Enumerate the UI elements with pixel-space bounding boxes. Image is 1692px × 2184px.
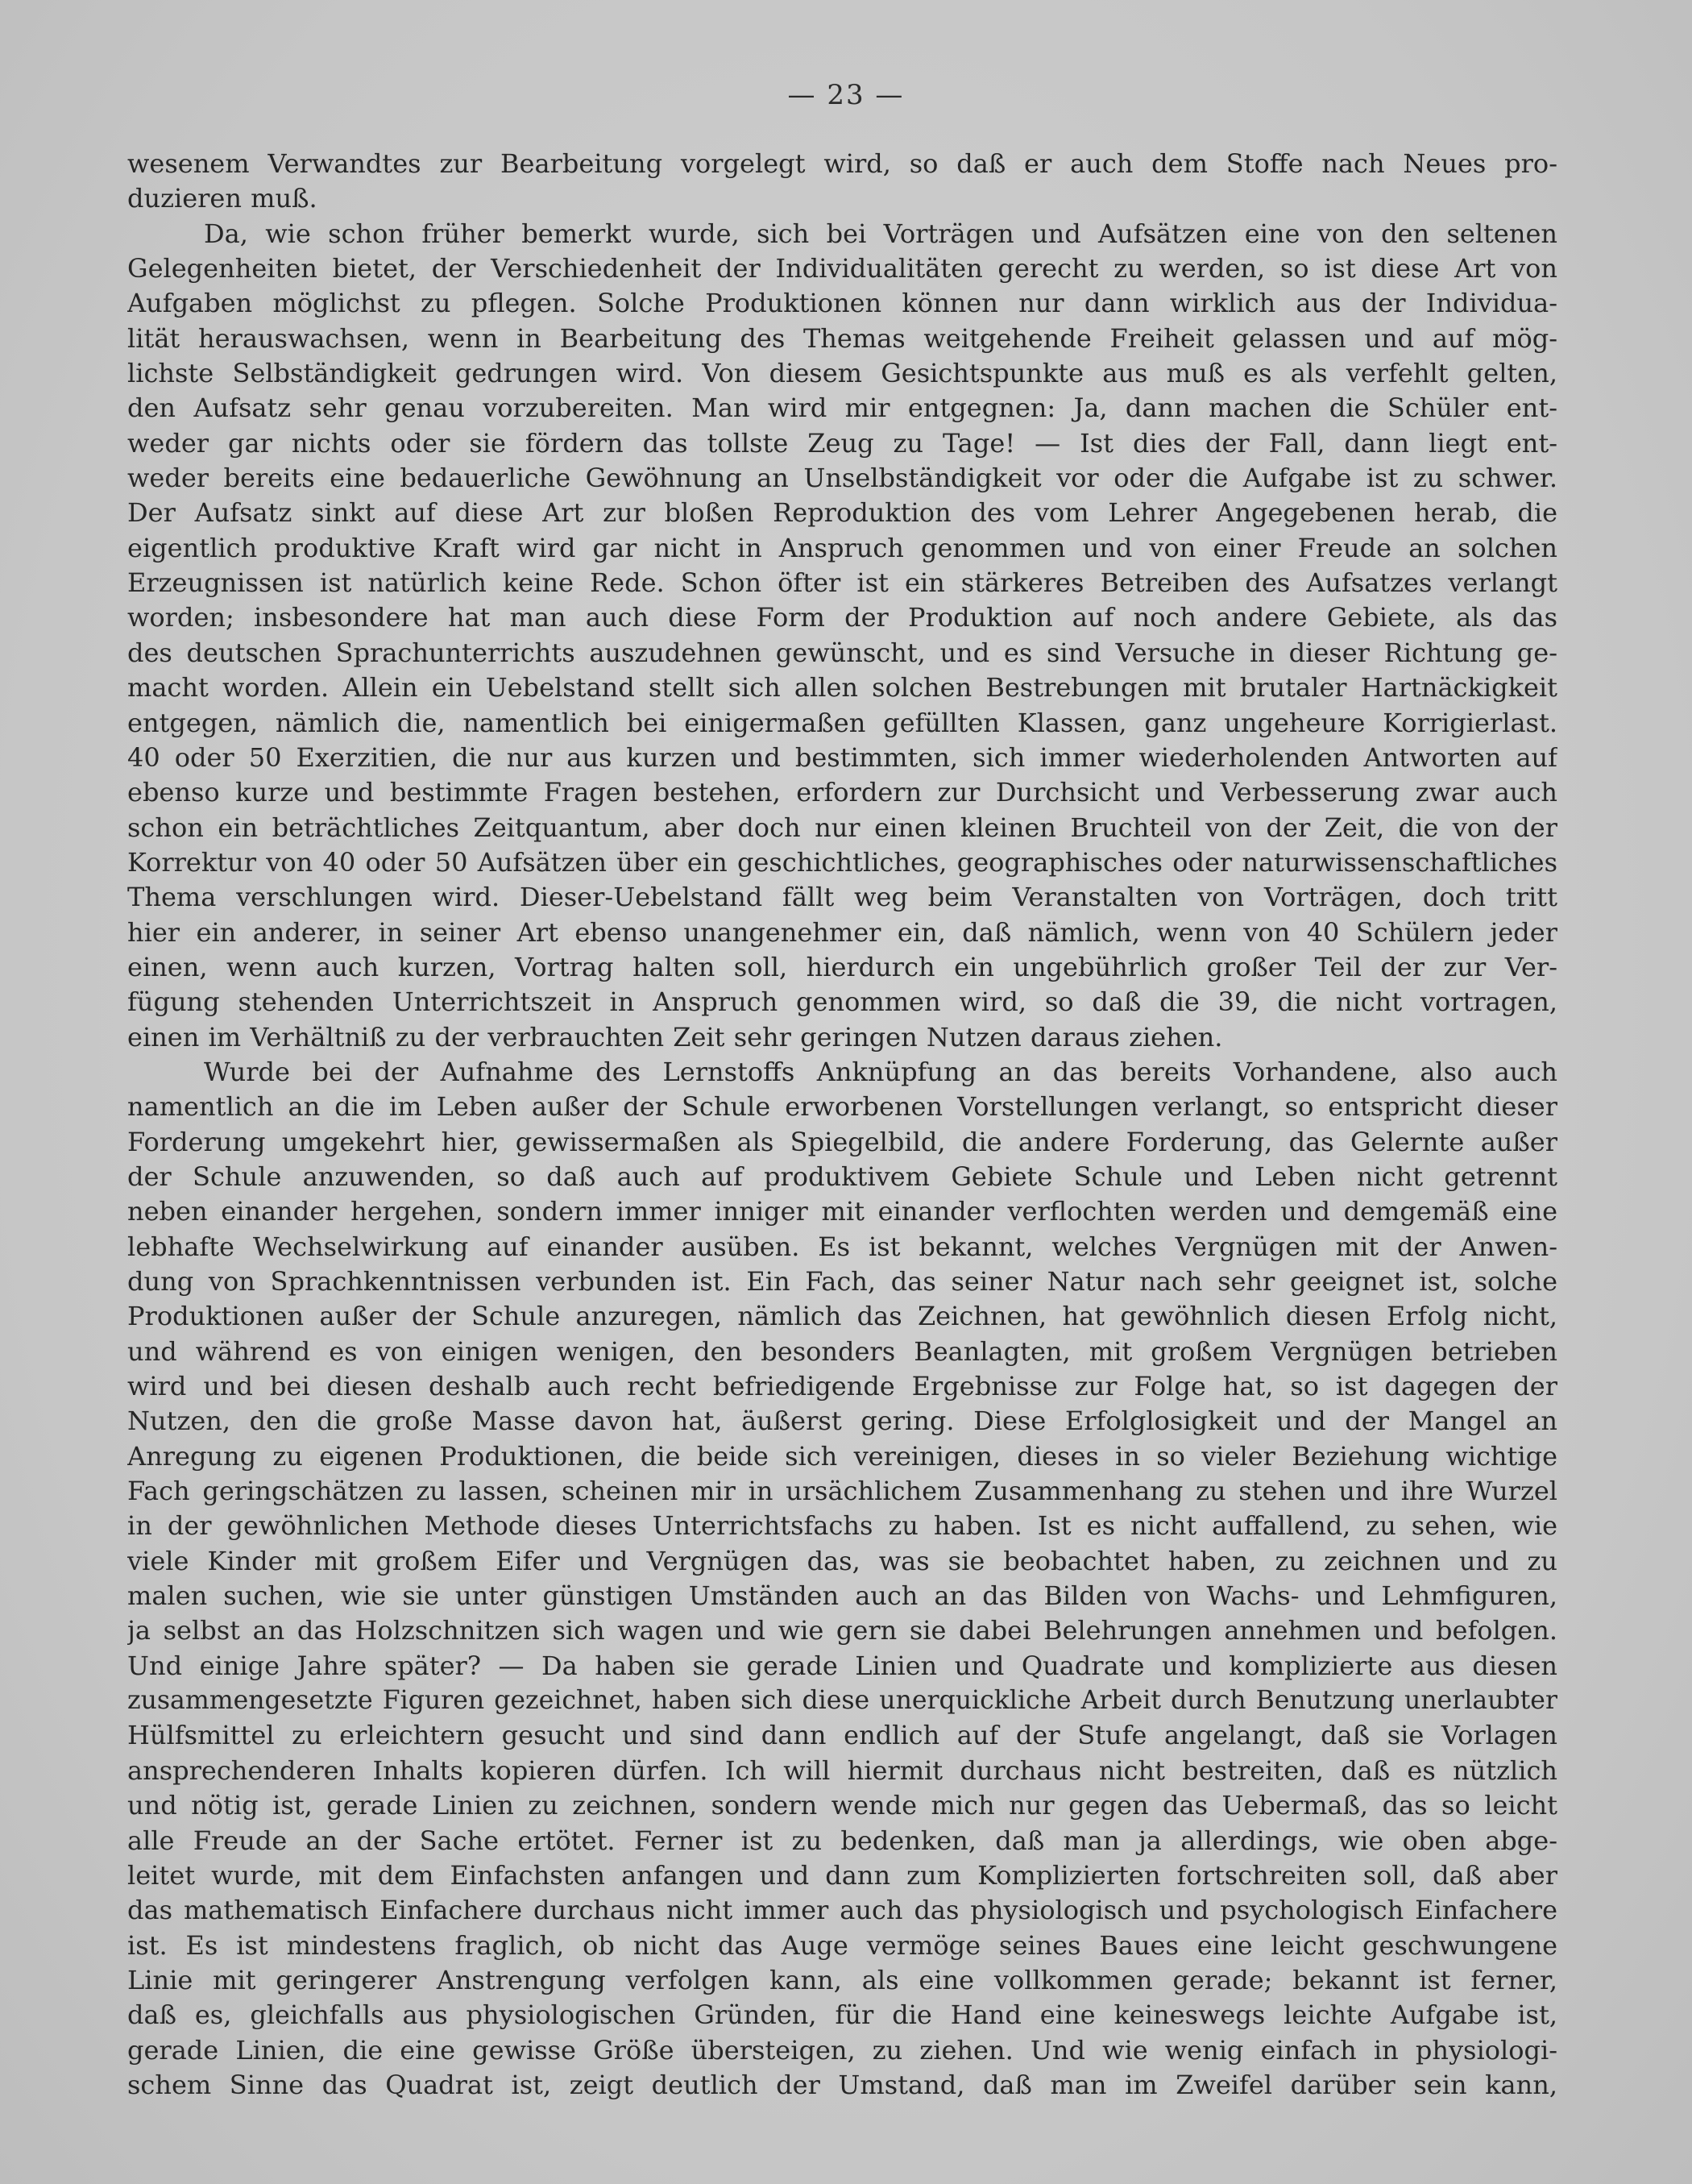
text-line: einen, wenn auch kurzen, Vortrag halten soll, hierdurch ein ungebührlich großer Teil der zur Ver- (127, 951, 1557, 982)
text-line: entgegen, nämlich die, namentlich bei einigermaßen gefüllten Klassen, ganz ungeheure Korrigierlast. (127, 707, 1557, 738)
text-line: macht worden. Allein ein Uebelstand stellt sich allen solchen Bestrebungen mit brutaler Hartnäckigkeit (127, 672, 1557, 704)
text-line: Und einige Jahre später? — Da haben sie gerade Linien und Quadrate und komplizierte aus diesen (127, 1650, 1557, 1681)
text-line: Aufgaben möglichst zu pflegen. Solche Produktionen können nur dann wirklich aus der Individua- (127, 288, 1557, 319)
text-line: wesenem Verwandtes zur Bearbeitung vorgelegt wird, so daß er auch dem Stoffe nach Neues pro- (127, 148, 1557, 179)
text-line: hier ein anderer, in seiner Art ebenso unangenehmer ein, daß nämlich, wenn von 40 Schülern jeder (127, 916, 1557, 948)
text-line: Forderung umgekehrt hier, gewissermaßen als Spiegelbild, die andere Forderung, das Gelernte außer (127, 1126, 1557, 1157)
text-line: Produktionen außer der Schule anzuregen, nämlich das Zeichnen, hat gewöhnlich diesen Erfolg nicht, (127, 1301, 1557, 1332)
text-line: und während es von einigen wenigen, den besonders Beanlagten, mit großem Vergnügen betrieben (127, 1335, 1557, 1367)
text-line: das mathematisch Einfachere durchaus nicht immer auch das physiologisch und psychologisch Einfachere (127, 1895, 1557, 1926)
text-line: Der Aufsatz sinkt auf diese Art zur bloßen Reproduktion des vom Lehrer Angegebenen herab, die (127, 497, 1557, 529)
text-line: Hülfsmittel zu erleichtern gesucht und sind dann endlich auf der Stufe angelangt, daß sie Vorlagen (127, 1720, 1557, 1751)
text-line: gerade Linien, die eine gewisse Größe übersteigen, zu ziehen. Und wie wenig einfach in physiologi- (127, 2034, 1557, 2066)
text-line: lität herauswachsen, wenn in Bearbeitung des Themas weitgehende Freiheit gelassen und auf mög- (127, 322, 1557, 354)
text-line: lebhafte Wechselwirkung auf einander ausüben. Es ist bekannt, welches Vergnügen mit der Anwen- (127, 1231, 1557, 1262)
paragraph (127, 147, 1557, 217)
paragraph (127, 217, 1557, 1055)
text-line: den Aufsatz sehr genau vorzubereiten. Man wird mir entgegnen: Ja, dann machen die Schüler ent- (127, 392, 1557, 424)
text-line: zusammengesetzte Figuren gezeichnet, haben sich diese unerquickliche Arbeit durch Benutzung unerlaubter (127, 1686, 1557, 1716)
text-line: leitet wurde, mit dem Einfachsten anfangen und dann zum Komplizierten fortschreiten soll, daß aber (127, 1859, 1557, 1891)
page-number: — 23 — (787, 79, 905, 111)
text-line: daß es, gleichfalls aus physiologischen Gründen, für die Hand eine keineswegs leichte Aufgabe ist, (127, 1999, 1557, 2031)
text-line: namentlich an die im Leben außer der Schule erworbenen Vorstellungen verlangt, so entspricht dieser (127, 1091, 1557, 1123)
text-line: lichste Selbständigkeit gedrungen wird. Von diesem Gesichtspunkte aus muß es als verfehlt gelten, (127, 358, 1557, 389)
text-line: eigentlich produktive Kraft wird gar nicht in Anspruch genommen und von einer Freude an solchen (127, 532, 1557, 563)
text-line: schem Sinne das Quadrat ist, zeigt deutlich der Umstand, daß man im Zweifel darüber sein kann, (127, 2069, 1557, 2100)
text-line: und nötig ist, gerade Linien zu zeichnen, sondern wende mich nur gegen das Uebermaß, das so leicht (127, 1790, 1557, 1821)
text-line: Da, wie schon früher bemerkt wurde, sich bei Vorträgen und Aufsätzen eine von den seltenen (204, 218, 1557, 249)
paragraph (127, 1055, 1557, 2103)
text-line: Anregung zu eigenen Produktionen, die beide sich vereinigen, dieses in so vieler Beziehung wichtige (127, 1440, 1557, 1472)
text-line: in der gewöhnlichen Methode dieses Unterrichtsfachs zu haben. Ist es nicht auffallend, zu sehen, wie (127, 1510, 1557, 1542)
text-line: Korrektur von 40 oder 50 Aufsätzen über ein geschichtliches, geographisches oder naturwissenschaftliches (127, 846, 1557, 878)
text-line: weder gar nichts oder sie fördern das tollste Zeug zu Tage! — Ist dies der Fall, dann liegt ent- (127, 427, 1557, 459)
text-line: des deutschen Sprachunterrichts auszudehnen gewünscht, und es sind Versuche in dieser Richtung ge- (127, 637, 1557, 668)
text-line: viele Kinder mit großem Eifer und Vergnügen das, was sie beobachtet haben, zu zeichnen und zu (127, 1545, 1557, 1576)
text-line: neben einander hergehen, sondern immer inniger mit einander verflochten werden und demgemäß eine (127, 1196, 1557, 1227)
text-line: wird und bei diesen deshalb auch recht befriedigende Ergebnisse zur Folge hat, so ist dagegen der (127, 1371, 1557, 1402)
text-line: duzieren muß. (127, 183, 317, 214)
text-line: alle Freude an der Sache ertötet. Ferner ist zu bedenken, daß man ja allerdings, wie oben abge- (127, 1825, 1557, 1856)
body-text (127, 147, 1557, 2103)
text-line: Erzeugnissen ist natürlich keine Rede. Schon öfter ist ein stärkeres Betreiben des Aufsatzes verlangt (127, 567, 1557, 599)
text-line: weder bereits eine bedauerliche Gewöhnung an Unselbständigkeit vor oder die Aufgabe ist zu schwer. (127, 463, 1557, 494)
text-line: Nutzen, den die große Masse davon hat, äußerst gering. Diese Erfolglosigkeit und der Mangel an (127, 1405, 1557, 1437)
text-line: malen suchen, wie sie unter günstigen Umständen auch an das Bilden von Wachs- und Lehmfiguren, (127, 1580, 1557, 1612)
text-line: Linie mit geringerer Anstrengung verfolgen kann, als eine vollkommen gerade; bekannt ist ferner, (127, 1964, 1557, 1995)
text-line: der Schule anzuwenden, so daß auch auf produktivem Gebiete Schule und Leben nicht getrennt (127, 1161, 1557, 1192)
text-line: ist. Es ist mindestens fraglich, ob nicht das Auge vermöge seines Baues eine leicht geschwungene (127, 1929, 1557, 1961)
text-line: ja selbst an das Holzschnitzen sich wagen und wie gern sie dabei Belehrungen annehmen und befolgen. (127, 1615, 1557, 1646)
text-line: 40 oder 50 Exerzitien, die nur aus kurzen und bestimmten, sich immer wiederholenden Antworten auf (127, 741, 1557, 773)
text-line: ansprechenderen Inhalts kopieren dürfen. Ich will hiermit durchaus nicht bestreiten, daß es nützlich (127, 1754, 1557, 1786)
text-line: einen im Verhältniß zu der verbrauchten Zeit sehr geringen Nutzen daraus ziehen. (127, 1021, 1223, 1053)
text-line: Gelegenheiten bietet, der Verschiedenheit der Individualitäten gerecht zu werden, so ist diese Art von (127, 253, 1557, 284)
text-line: Thema verschlungen wird. Dieser-Uebelstand fällt weg beim Veranstalten von Vorträgen, doch tritt (127, 882, 1557, 913)
text-line: fügung stehenden Unterrichtszeit in Anspruch genommen wird, so daß die 39, die nicht vortragen, (127, 986, 1557, 1018)
text-line: schon ein beträchtliches Zeitquantum, aber doch nur einen kleinen Bruchteil von der Zeit, die von der (127, 812, 1557, 843)
text-line: dung von Sprachkenntnissen verbunden ist. Ein Fach, das seiner Natur nach sehr geeignet ist, solche (127, 1266, 1557, 1297)
text-line: Wurde bei der Aufnahme des Lernstoffs Anknüpfung an das bereits Vorhandene, also auch (204, 1056, 1557, 1087)
text-line: ebenso kurze und bestimmte Fragen bestehen, erfordern zur Durchsicht und Verbesserung zwar auch (127, 777, 1557, 808)
text-line: Fach geringschätzen zu lassen, scheinen mir in ursächlichem Zusammenhang zu stehen und ihre Wurzel (127, 1476, 1557, 1507)
text-line: worden; insbesondere hat man auch diese Form der Produktion auf noch andere Gebiete, als das (127, 602, 1557, 633)
